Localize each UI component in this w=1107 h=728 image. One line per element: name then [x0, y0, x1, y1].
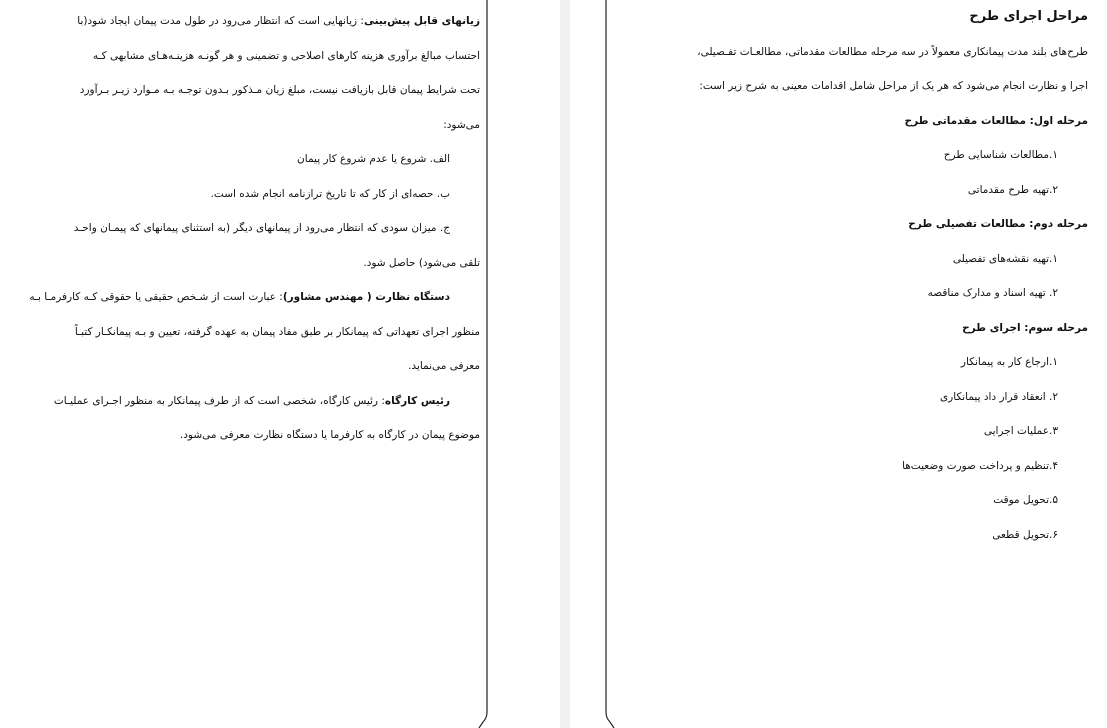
left-page-border	[479, 0, 487, 728]
paragraph-supervision: دستگاه نظارت ( مهندس مشاور): عبارت است از شـخص حقیقی یا حقوقی کـه کارفرمـا بـه	[29, 291, 450, 303]
text-line: منظور اجرای تعهداتی که پیمانکار بر طبق مفاد پیمان به عهده گرفته، تعیین و بـه پیمانکـار کتبـاً	[74, 325, 480, 338]
list-item: ۲. انعقاد قرار داد پیمانکاری	[939, 390, 1058, 403]
phase-heading: مرحله اول: مطالعات مقدماتی طرح	[904, 114, 1088, 127]
list-item: ج. میزان سودی که انتظار می‌رود از پیمانهای دیگر (به استثنای پیمانهای که پیمـان واحـد	[73, 222, 450, 234]
list-item: الف. شروع یا عدم شروع کار پیمان	[297, 153, 450, 165]
list-item: ۲. تهیه اسناد و مدارک مناقصه	[927, 287, 1058, 299]
phase-heading: مرحله سوم: اجرای طرح	[962, 321, 1088, 334]
list-item: ۶.تحویل قطعی	[992, 528, 1058, 541]
section-title: مراحل اجرای طرح	[969, 9, 1088, 24]
paragraph-foreseeable-losses: زیانهای قابل پیش‌بینی: زیانهایی است که انتظار می‌رود در طول مدت پیمان ایجاد شود(با	[77, 15, 480, 27]
list-item: ۴.تنظیم و پرداخت صورت وضعیت‌ها	[902, 459, 1058, 472]
list-item: ۱.مطالعات شناسایی طرح	[943, 149, 1058, 161]
text-line: موضوع پیمان در کارگاه به کارفرما یا دستگاه نظارت معرفی می‌شود.	[179, 429, 480, 441]
right-page	[620, 0, 1088, 728]
paragraph-site-manager: رئیس کارگاه: رئیس کارگاه، شخصی است که از طرف پیمانکار به منظور اجـرای عملیـات	[53, 394, 450, 407]
list-item: ۵.تحویل موقت	[993, 494, 1058, 506]
text-line: طرح‌های بلند مدت پیمانکاری معمولاً در سه مرحله مطالعات مقدماتی، مطالعـات تفـصیلی،	[697, 45, 1088, 58]
phase-heading: مرحله دوم: مطالعات تفصیلی طرح	[908, 218, 1088, 230]
list-item: ب. حصه‌ای از کار که تا تاریخ ترازنامه انجام شده است.	[210, 187, 450, 200]
text-line: معرفی می‌نماید.	[408, 360, 480, 372]
text-line: می‌شود:	[443, 118, 480, 131]
right-page-border	[606, 0, 614, 728]
text-line: تلقی می‌شود) حاصل شود.	[363, 256, 480, 269]
list-item: ۳.عملیات اجرایی	[983, 425, 1058, 437]
text-line: احتساب مبالغ برآوری هزینه کارهای اصلاحی و تضمینی و هر گونـه هزینـه‌هـای مشابهی کـه	[92, 49, 480, 62]
left-page	[0, 0, 480, 728]
list-item: ۱.ارجاع کار به پیمانکار	[960, 356, 1058, 368]
text-line: اجرا و نظارت انجام می‌شود که هر یک از مراحل شامل اقدامات معینی به شرح زیر است:	[699, 80, 1088, 92]
text-line: تحت شرایط پیمان قابل بازیافت نیست، مبلغ زیان مـذکور بـدون توجـه بـه مـوارد زیـر بـرآورد	[79, 84, 480, 96]
list-item: ۱.تهیه نقشه‌های تفصیلی	[952, 252, 1058, 265]
page-gutter	[560, 0, 570, 728]
list-item: ۲.تهیه طرح مقدماتی	[967, 183, 1058, 196]
